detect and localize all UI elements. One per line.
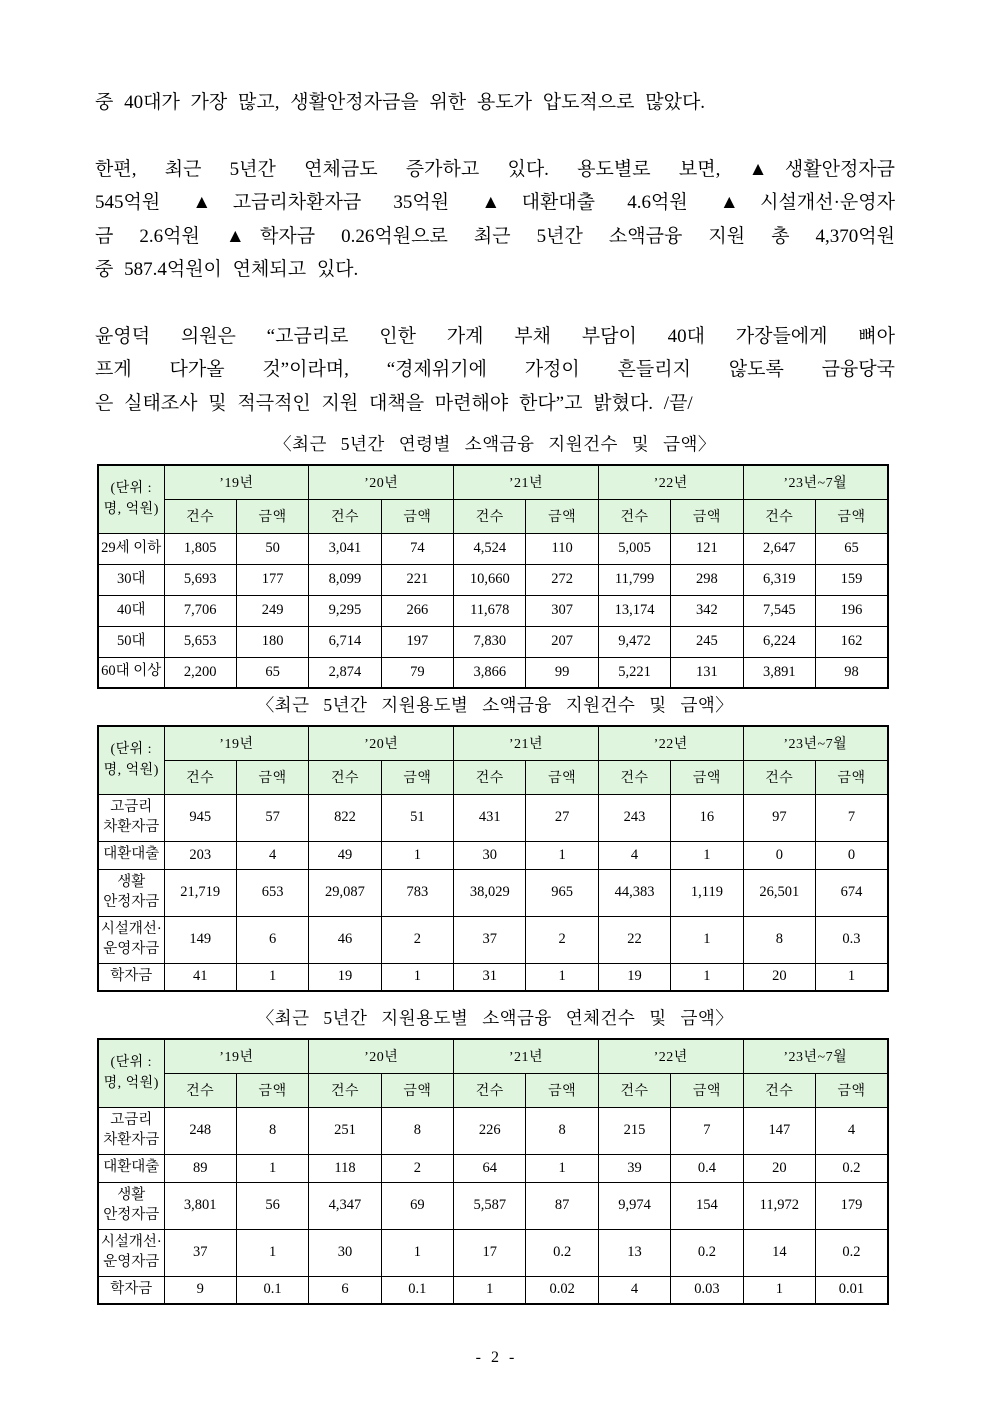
table-header-year-row xyxy=(98,465,888,499)
amount-value-cell: 79 xyxy=(381,657,453,688)
amount-header-cell: 금액 xyxy=(526,1073,598,1107)
row-label xyxy=(98,1229,164,1276)
unit-label-line: 명, 억원) xyxy=(103,763,159,779)
count-value-cell: 64 xyxy=(454,1154,526,1182)
unit-label-line: 명, 억원) xyxy=(103,1076,159,1092)
amount-header-cell: 금액 xyxy=(671,499,743,533)
year-header-cell: ’23년~7월 xyxy=(743,1039,888,1073)
table-title-purpose-overdue: 〈최근 5년간 지원용도별 소액금융 연체건수 및 금액〉 xyxy=(256,1008,734,1028)
row-label-line: 고금리 xyxy=(110,798,153,815)
amount-value-cell: 69 xyxy=(381,1182,453,1229)
count-header-cell: 건수 xyxy=(598,760,670,794)
count-value-cell: 11,678 xyxy=(454,595,526,626)
count-value-cell: 6,319 xyxy=(743,564,815,595)
amount-value-cell: 4 xyxy=(236,841,308,869)
count-header-cell: 건수 xyxy=(164,1073,236,1107)
count-header-cell: 건수 xyxy=(309,499,381,533)
count-value-cell: 6,714 xyxy=(309,626,381,657)
year-header-cell: ’19년 xyxy=(164,465,309,499)
amount-value-cell: 99 xyxy=(526,657,598,688)
row-label-line: 시설개선· xyxy=(100,920,162,937)
amount-value-cell: 783 xyxy=(381,869,453,916)
row-label-line: 안정자금 xyxy=(103,1206,160,1223)
count-value-cell: 7,830 xyxy=(454,626,526,657)
amount-header-cell: 금액 xyxy=(381,499,453,533)
year-header-cell: ’20년 xyxy=(309,465,454,499)
count-value-cell: 29,087 xyxy=(309,869,381,916)
count-value-cell: 3,041 xyxy=(309,533,381,564)
row-label: 대환대출 xyxy=(98,841,164,869)
amount-header-cell: 금액 xyxy=(671,760,743,794)
amount-value-cell: 162 xyxy=(816,626,888,657)
table-title-age: 〈최근 5년간 연령별 소액금융 지원건수 및 금액〉 xyxy=(274,434,716,454)
count-value-cell: 2,647 xyxy=(743,533,815,564)
count-value-cell: 147 xyxy=(743,1107,815,1154)
row-label: 30대 xyxy=(98,564,164,595)
amount-value-cell: 674 xyxy=(816,869,888,916)
count-value-cell: 3,891 xyxy=(743,657,815,688)
count-value-cell: 1 xyxy=(454,1276,526,1304)
amount-value-cell: 1 xyxy=(236,1154,308,1182)
amount-header-cell: 금액 xyxy=(816,499,888,533)
row-label xyxy=(98,794,164,841)
count-header-cell: 건수 xyxy=(598,499,670,533)
row-label xyxy=(98,1107,164,1154)
amount-value-cell: 307 xyxy=(526,595,598,626)
count-value-cell: 19 xyxy=(309,963,381,991)
amount-value-cell: 2 xyxy=(381,1154,453,1182)
row-label xyxy=(98,916,164,963)
amount-header-cell: 금액 xyxy=(526,760,598,794)
amount-value-cell: 1,119 xyxy=(671,869,743,916)
unit-label-line: (단위 : xyxy=(110,742,153,758)
count-header-cell: 건수 xyxy=(454,1073,526,1107)
year-header-cell: ’21년 xyxy=(454,726,599,760)
paragraph-gap xyxy=(95,120,895,153)
row-label xyxy=(98,1182,164,1229)
count-header-cell: 건수 xyxy=(309,760,381,794)
row-label: 학자금 xyxy=(98,1276,164,1304)
amount-value-cell: 27 xyxy=(526,794,598,841)
amount-value-cell: 2 xyxy=(381,916,453,963)
count-value-cell: 243 xyxy=(598,794,670,841)
amount-value-cell: 0.02 xyxy=(526,1276,598,1304)
row-label: 대환대출 xyxy=(98,1154,164,1182)
count-value-cell: 46 xyxy=(309,916,381,963)
amount-value-cell: 1 xyxy=(381,1229,453,1276)
table-age-support xyxy=(97,464,889,689)
table-row xyxy=(98,963,888,991)
amount-value-cell: 0.2 xyxy=(671,1229,743,1276)
amount-value-cell: 965 xyxy=(526,869,598,916)
amount-value-cell: 179 xyxy=(816,1182,888,1229)
table-row xyxy=(98,916,888,963)
amount-value-cell: 0.03 xyxy=(671,1276,743,1304)
unit-label-line: (단위 : xyxy=(110,1055,153,1071)
amount-value-cell: 1 xyxy=(526,1154,598,1182)
count-header-cell: 건수 xyxy=(743,760,815,794)
amount-value-cell: 1 xyxy=(671,916,743,963)
count-value-cell: 26,501 xyxy=(743,869,815,916)
count-value-cell: 31 xyxy=(454,963,526,991)
amount-value-cell: 110 xyxy=(526,533,598,564)
table-row xyxy=(98,1182,888,1229)
table-row xyxy=(98,1276,888,1304)
count-value-cell: 41 xyxy=(164,963,236,991)
count-value-cell: 30 xyxy=(309,1229,381,1276)
count-value-cell: 5,653 xyxy=(164,626,236,657)
amount-value-cell: 56 xyxy=(236,1182,308,1229)
amount-value-cell: 180 xyxy=(236,626,308,657)
amount-value-cell: 7 xyxy=(816,794,888,841)
count-value-cell: 2,874 xyxy=(309,657,381,688)
count-value-cell: 5,693 xyxy=(164,564,236,595)
amount-header-cell: 금액 xyxy=(381,760,453,794)
table-row xyxy=(98,794,888,841)
paragraph-line: 한편, 최근 5년간 연체금도 증가하고 있다. 용도별로 보면, ▲생활안정자금 xyxy=(95,158,895,180)
row-label: 40대 xyxy=(98,595,164,626)
amount-value-cell: 272 xyxy=(526,564,598,595)
count-value-cell: 5,005 xyxy=(598,533,670,564)
count-value-cell: 37 xyxy=(454,916,526,963)
table-header-sub-row xyxy=(98,760,888,794)
count-value-cell: 822 xyxy=(309,794,381,841)
year-header-cell: ’20년 xyxy=(309,1039,454,1073)
table-row xyxy=(98,595,888,626)
count-value-cell: 226 xyxy=(454,1107,526,1154)
row-label: 학자금 xyxy=(98,963,164,991)
year-header-cell: ’22년 xyxy=(598,465,743,499)
count-value-cell: 4 xyxy=(598,841,670,869)
paragraph-intro xyxy=(95,86,895,120)
amount-value-cell: 65 xyxy=(816,533,888,564)
row-label-line: 운영자금 xyxy=(103,1253,160,1270)
amount-value-cell: 0.3 xyxy=(816,916,888,963)
amount-value-cell: 196 xyxy=(816,595,888,626)
amount-value-cell: 74 xyxy=(381,533,453,564)
table-row xyxy=(98,1107,888,1154)
count-value-cell: 4 xyxy=(598,1276,670,1304)
count-value-cell: 37 xyxy=(164,1229,236,1276)
count-header-cell: 건수 xyxy=(743,1073,815,1107)
count-value-cell: 6 xyxy=(309,1276,381,1304)
paragraph-gap xyxy=(95,287,895,320)
table-row xyxy=(98,841,888,869)
amount-value-cell: 1 xyxy=(236,1229,308,1276)
amount-header-cell: 금액 xyxy=(526,499,598,533)
count-value-cell: 30 xyxy=(454,841,526,869)
amount-value-cell: 245 xyxy=(671,626,743,657)
amount-header-cell: 금액 xyxy=(236,760,308,794)
unit-label-line: 명, 억원) xyxy=(103,502,159,518)
amount-value-cell: 4 xyxy=(816,1107,888,1154)
amount-value-cell: 131 xyxy=(671,657,743,688)
table-header-year-row xyxy=(98,1039,888,1073)
count-value-cell: 49 xyxy=(309,841,381,869)
amount-value-cell: 2 xyxy=(526,916,598,963)
paragraph-line: 금 2.6억원 ▲학자금 0.26억원으로 최근 5년간 소액금융 지원 총 4,370억원 xyxy=(95,225,895,247)
amount-value-cell: 1 xyxy=(381,841,453,869)
year-header-cell: ’21년 xyxy=(454,1039,599,1073)
count-value-cell: 8 xyxy=(743,916,815,963)
amount-value-cell: 8 xyxy=(526,1107,598,1154)
count-value-cell: 3,866 xyxy=(454,657,526,688)
count-value-cell: 5,587 xyxy=(454,1182,526,1229)
amount-value-cell: 1 xyxy=(526,963,598,991)
count-header-cell: 건수 xyxy=(743,499,815,533)
row-label-line: 고금리 xyxy=(110,1111,153,1128)
count-value-cell: 4,347 xyxy=(309,1182,381,1229)
year-header-cell: ’23년~7월 xyxy=(743,726,888,760)
row-label-line: 차환자금 xyxy=(103,1131,160,1148)
amount-value-cell: 0.2 xyxy=(816,1229,888,1276)
count-value-cell: 97 xyxy=(743,794,815,841)
table-purpose-support xyxy=(97,725,889,992)
amount-value-cell: 249 xyxy=(236,595,308,626)
row-label-line: 차환자금 xyxy=(103,818,160,835)
row-label-line: 시설개선· xyxy=(100,1233,162,1250)
amount-header-cell: 금액 xyxy=(381,1073,453,1107)
table-row xyxy=(98,533,888,564)
count-value-cell: 431 xyxy=(454,794,526,841)
amount-value-cell: 1 xyxy=(671,841,743,869)
count-header-cell: 건수 xyxy=(164,760,236,794)
paragraph-overdue-stats xyxy=(95,153,895,287)
count-value-cell: 7,545 xyxy=(743,595,815,626)
year-header-cell: ’21년 xyxy=(454,465,599,499)
amount-value-cell: 0.4 xyxy=(671,1154,743,1182)
count-value-cell: 22 xyxy=(598,916,670,963)
count-value-cell: 3,801 xyxy=(164,1182,236,1229)
count-value-cell: 17 xyxy=(454,1229,526,1276)
paragraph-line: 은 실태조사 및 적극적인 지원 대책을 마련해야 한다”고 밝혔다. /끝/ xyxy=(95,392,693,414)
count-value-cell: 20 xyxy=(743,1154,815,1182)
count-value-cell: 13,174 xyxy=(598,595,670,626)
year-header-cell: ’22년 xyxy=(598,1039,743,1073)
table-row xyxy=(98,1154,888,1182)
count-value-cell: 2,200 xyxy=(164,657,236,688)
amount-value-cell: 6 xyxy=(236,916,308,963)
row-label-line: 안정자금 xyxy=(103,893,160,910)
count-value-cell: 9,974 xyxy=(598,1182,670,1229)
amount-value-cell: 50 xyxy=(236,533,308,564)
count-value-cell: 215 xyxy=(598,1107,670,1154)
count-value-cell: 1,805 xyxy=(164,533,236,564)
count-value-cell: 118 xyxy=(309,1154,381,1182)
count-value-cell: 203 xyxy=(164,841,236,869)
amount-value-cell: 653 xyxy=(236,869,308,916)
count-value-cell: 149 xyxy=(164,916,236,963)
count-value-cell: 4,524 xyxy=(454,533,526,564)
amount-header-cell: 금액 xyxy=(671,1073,743,1107)
count-value-cell: 9,295 xyxy=(309,595,381,626)
amount-value-cell: 1 xyxy=(381,963,453,991)
count-value-cell: 13 xyxy=(598,1229,670,1276)
amount-value-cell: 0.2 xyxy=(816,1154,888,1182)
row-label-line: 운영자금 xyxy=(103,940,160,957)
row-label xyxy=(98,869,164,916)
row-label: 29세 이하 xyxy=(98,533,164,564)
page-content xyxy=(95,0,895,1367)
count-header-cell: 건수 xyxy=(598,1073,670,1107)
table-purpose-overdue xyxy=(97,1038,889,1305)
count-value-cell: 1 xyxy=(743,1276,815,1304)
amount-value-cell: 65 xyxy=(236,657,308,688)
amount-value-cell: 0.01 xyxy=(816,1276,888,1304)
year-header-cell: ’19년 xyxy=(164,726,309,760)
count-value-cell: 9 xyxy=(164,1276,236,1304)
table-row xyxy=(98,869,888,916)
row-label-line: 생활 xyxy=(117,1186,146,1203)
amount-value-cell: 221 xyxy=(381,564,453,595)
paragraph-line: 중 587.4억원이 연체되고 있다. xyxy=(95,259,359,280)
count-value-cell: 9,472 xyxy=(598,626,670,657)
paragraph-line: 윤영덕 의원은 “고금리로 인한 가계 부채 부담이 40대 가장들에게 뼈아 xyxy=(95,325,895,347)
amount-value-cell: 1 xyxy=(816,963,888,991)
count-header-cell: 건수 xyxy=(454,760,526,794)
amount-value-cell: 154 xyxy=(671,1182,743,1229)
count-value-cell: 20 xyxy=(743,963,815,991)
amount-value-cell: 57 xyxy=(236,794,308,841)
count-value-cell: 10,660 xyxy=(454,564,526,595)
row-label: 60대 이상 xyxy=(98,657,164,688)
count-header-cell: 건수 xyxy=(309,1073,381,1107)
amount-value-cell: 298 xyxy=(671,564,743,595)
count-value-cell: 89 xyxy=(164,1154,236,1182)
table-title-purpose-support: 〈최근 5년간 지원용도별 소액금융 지원건수 및 금액〉 xyxy=(256,695,734,715)
count-value-cell: 11,799 xyxy=(598,564,670,595)
amount-value-cell: 16 xyxy=(671,794,743,841)
paragraph-line: 프게 다가올 것”이라며, “경제위기에 가정이 흔들리지 않도록 금융당국 xyxy=(95,359,895,380)
amount-value-cell: 98 xyxy=(816,657,888,688)
count-value-cell: 21,719 xyxy=(164,869,236,916)
count-value-cell: 5,221 xyxy=(598,657,670,688)
unit-label-cell xyxy=(98,465,164,533)
amount-value-cell: 207 xyxy=(526,626,598,657)
count-header-cell: 건수 xyxy=(164,499,236,533)
amount-header-cell: 금액 xyxy=(816,760,888,794)
paragraph-line: 545억원 ▲고금리차환자금 35억원 ▲대환대출 4.6억원 ▲시설개선·운영자 xyxy=(95,192,895,213)
count-value-cell: 7,706 xyxy=(164,595,236,626)
amount-header-cell: 금액 xyxy=(816,1073,888,1107)
table-header-sub-row xyxy=(98,1073,888,1107)
amount-value-cell: 8 xyxy=(381,1107,453,1154)
table-header-sub-row xyxy=(98,499,888,533)
amount-value-cell: 87 xyxy=(526,1182,598,1229)
amount-header-cell: 금액 xyxy=(236,1073,308,1107)
count-header-cell: 건수 xyxy=(454,499,526,533)
amount-value-cell: 266 xyxy=(381,595,453,626)
amount-value-cell: 1 xyxy=(236,963,308,991)
amount-value-cell: 1 xyxy=(526,841,598,869)
unit-label-cell xyxy=(98,1039,164,1107)
paragraph-quote xyxy=(95,320,895,421)
amount-value-cell: 7 xyxy=(671,1107,743,1154)
table-row xyxy=(98,626,888,657)
amount-value-cell: 177 xyxy=(236,564,308,595)
amount-value-cell: 197 xyxy=(381,626,453,657)
year-header-cell: ’22년 xyxy=(598,726,743,760)
amount-value-cell: 121 xyxy=(671,533,743,564)
page-number: - 2 - xyxy=(475,1349,515,1366)
count-value-cell: 44,383 xyxy=(598,869,670,916)
unit-label-line: (단위 : xyxy=(110,481,153,497)
amount-value-cell: 342 xyxy=(671,595,743,626)
amount-value-cell: 1 xyxy=(671,963,743,991)
table-header-year-row xyxy=(98,726,888,760)
count-value-cell: 39 xyxy=(598,1154,670,1182)
count-value-cell: 0 xyxy=(743,841,815,869)
row-label: 50대 xyxy=(98,626,164,657)
count-value-cell: 38,029 xyxy=(454,869,526,916)
count-value-cell: 14 xyxy=(743,1229,815,1276)
year-header-cell: ’19년 xyxy=(164,1039,309,1073)
year-header-cell: ’20년 xyxy=(309,726,454,760)
unit-label-cell xyxy=(98,726,164,794)
count-value-cell: 19 xyxy=(598,963,670,991)
table-row xyxy=(98,1229,888,1276)
year-header-cell: ’23년~7월 xyxy=(743,465,888,499)
table-row xyxy=(98,657,888,688)
count-value-cell: 6,224 xyxy=(743,626,815,657)
paragraph-line: 중 40대가 가장 많고, 생활안정자금을 위한 용도가 압도적으로 많았다. xyxy=(95,92,706,113)
amount-value-cell: 0.1 xyxy=(381,1276,453,1304)
count-value-cell: 945 xyxy=(164,794,236,841)
amount-value-cell: 0.2 xyxy=(526,1229,598,1276)
count-value-cell: 248 xyxy=(164,1107,236,1154)
amount-value-cell: 51 xyxy=(381,794,453,841)
count-value-cell: 8,099 xyxy=(309,564,381,595)
amount-value-cell: 159 xyxy=(816,564,888,595)
row-label-line: 생활 xyxy=(117,873,146,890)
amount-value-cell: 0.1 xyxy=(236,1276,308,1304)
count-value-cell: 251 xyxy=(309,1107,381,1154)
table-row xyxy=(98,564,888,595)
count-value-cell: 11,972 xyxy=(743,1182,815,1229)
amount-value-cell: 0 xyxy=(816,841,888,869)
amount-header-cell: 금액 xyxy=(236,499,308,533)
amount-value-cell: 8 xyxy=(236,1107,308,1154)
